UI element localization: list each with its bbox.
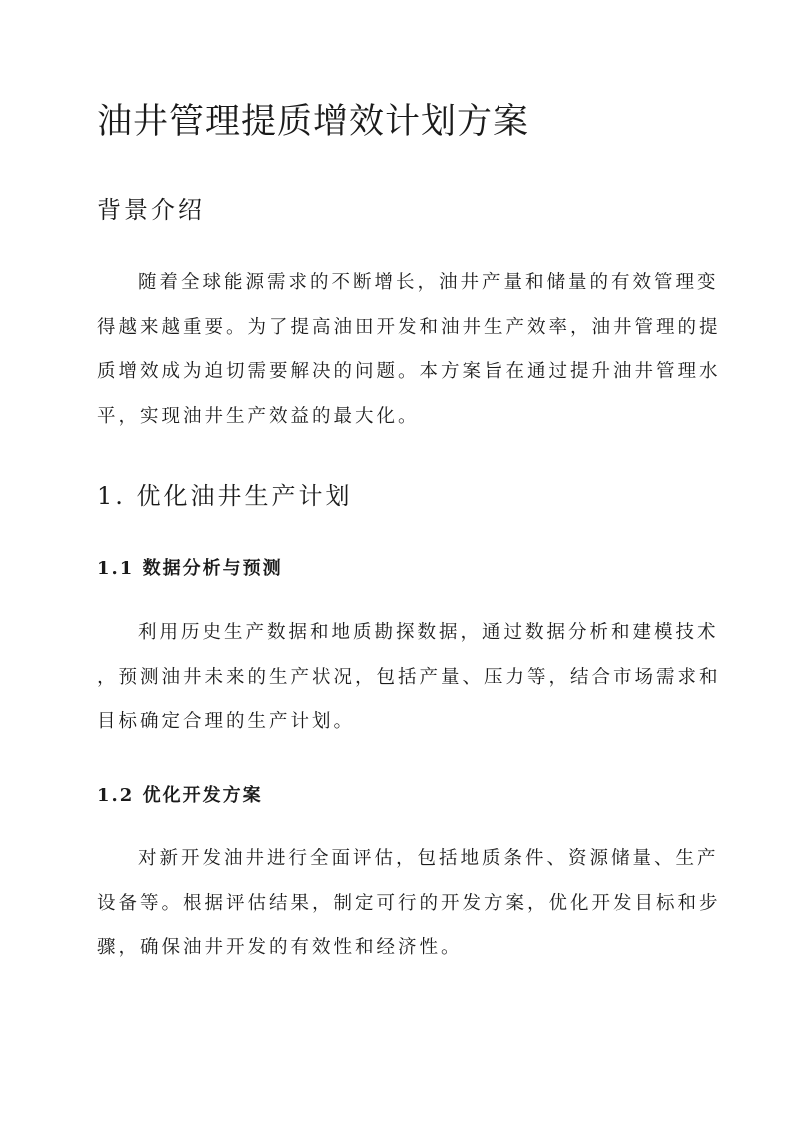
development-plan-paragraph — [97, 837, 721, 971]
paragraph-line: 平，实现油井生产效益的最大化。 — [97, 405, 420, 427]
paragraph-line: 对新开发油井进行全面评估，包括地质条件、资源储量、生产 — [138, 848, 719, 869]
paragraph-line: 目标确定合理的生产计划。 — [97, 711, 356, 732]
subsection-heading-data-analysis: 1.1 数据分析与预测 — [97, 558, 283, 579]
paragraph-line: ，预测油井未来的生产状况，包括产量、压力等，结合市场需求和 — [97, 666, 721, 688]
section-heading-background: 背景介绍 — [97, 196, 205, 224]
section-heading-optimize-plan: 1. 优化油井生产计划 — [97, 482, 353, 510]
paragraph-line: 骤，确保油井开发的有效性和经济性。 — [97, 937, 463, 958]
data-analysis-paragraph — [97, 611, 721, 745]
paragraph-line: 质增效成为迫切需要解决的问题。本方案旨在通过提升油井管理水 — [97, 361, 721, 382]
paragraph-line: 得越来越重要。为了提高油田开发和油井生产效率，油井管理的提 — [97, 316, 721, 338]
paragraph-line: 随着全球能源需求的不断增长，油井产量和储量的有效管理变 — [138, 272, 719, 293]
document-title: 油井管理提质增效计划方案 — [97, 102, 530, 142]
subsection-heading-development-plan: 1.2 优化开发方案 — [97, 785, 263, 806]
paragraph-line: 设备等。根据评估结果，制定可行的开发方案，优化开发目标和步 — [97, 892, 721, 914]
background-paragraph — [97, 261, 721, 439]
paragraph-line: 利用历史生产数据和地质勘探数据，通过数据分析和建模技术 — [138, 622, 719, 643]
